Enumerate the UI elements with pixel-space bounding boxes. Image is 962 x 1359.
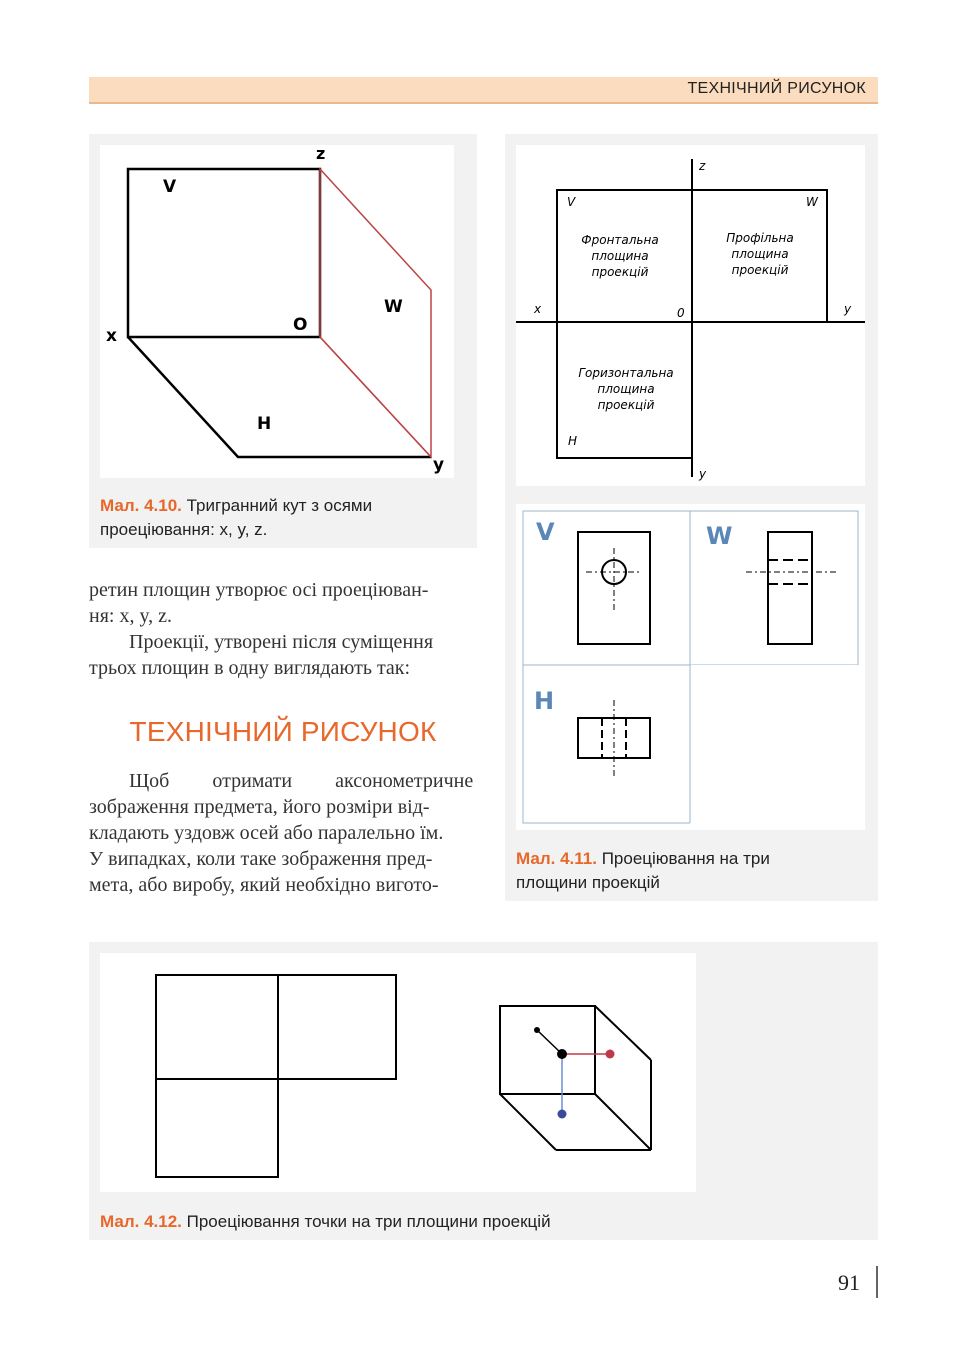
- label-w: W: [806, 195, 818, 209]
- top-view: [578, 700, 650, 776]
- body-paragraph-1: [89, 577, 477, 629]
- figure-4-12-image: [100, 953, 696, 1192]
- profile-plane-line2: площина: [731, 247, 789, 261]
- projection-planes-diagram: [516, 145, 865, 486]
- label-x: x: [534, 302, 542, 316]
- figure-4-10: [89, 134, 477, 548]
- caption-text-2: проеціювання: x, y, z.: [100, 520, 268, 539]
- point-projection-red: [606, 1050, 615, 1059]
- label-v: V: [567, 195, 576, 209]
- body-paragraph-2: [89, 629, 477, 681]
- horizontal-plane-line3: проекцій: [597, 398, 655, 412]
- figure-4-10-caption: [100, 494, 470, 542]
- label-x: x: [106, 326, 117, 346]
- figure-4-11: [505, 134, 878, 901]
- text-line: трьох площин в одну виглядають так:: [89, 657, 411, 679]
- point-projection-diagram: [100, 953, 696, 1192]
- side-view: [746, 532, 836, 644]
- caption-text-1: Тригранний кут з осями: [186, 496, 373, 515]
- caption-text-2: площини проекцій: [516, 873, 660, 892]
- view-label-v: V: [536, 518, 555, 546]
- text-line: ретин площин утворює осі проеціюван-: [89, 579, 429, 601]
- section-heading: ТЕХНІЧНИЙ РИСУНОК: [129, 716, 437, 747]
- page-number: 91: [838, 1270, 860, 1295]
- label-o: 0: [677, 306, 685, 320]
- projector-line: [537, 1030, 562, 1054]
- running-header-title: ТЕХНІЧНИЙ РИСУНОК: [687, 80, 866, 97]
- label-z: z: [699, 159, 706, 173]
- frontal-plane-line1: Фронтальна: [581, 233, 659, 247]
- frontal-plane-line3: проекцій: [591, 265, 649, 279]
- caption-text-1: Проеціювання на три: [601, 849, 770, 868]
- front-view: [578, 532, 650, 644]
- label-y-bottom: y: [699, 467, 707, 481]
- point-a: [557, 1049, 567, 1059]
- v-plane: [128, 169, 320, 337]
- text-line: У випадках, коли таке зображення пред-: [89, 848, 433, 870]
- text-line: зображення предмета, його розміри від-: [89, 796, 430, 818]
- body-paragraph-3: [89, 768, 477, 898]
- y-axis-line: [320, 337, 431, 457]
- three-view-drawing: [516, 504, 865, 830]
- caption-text: Проеціювання точки на три площини проекцій: [186, 1212, 551, 1231]
- horizontal-plane-line2: площина: [597, 382, 655, 396]
- caption-number: Мал. 4.10.: [100, 496, 182, 515]
- profile-plane-line1: Профільна: [726, 231, 794, 245]
- label-w: W: [384, 297, 403, 317]
- trihedral-angle-diagram: [100, 145, 454, 478]
- text-line: Проекції, утворені після суміщення: [129, 631, 434, 653]
- label-h: H: [568, 434, 578, 448]
- label-z: z: [316, 145, 326, 163]
- horizontal-plane-line1: Горизонтальна: [578, 366, 674, 380]
- w-plane: [320, 169, 431, 457]
- figure-4-11-bottom-image: [516, 504, 865, 830]
- view-label-w: W: [706, 522, 733, 550]
- page-number-rule: [876, 1266, 878, 1298]
- frontal-plane-line2: площина: [591, 249, 649, 263]
- unfolded-planes: [156, 975, 396, 1177]
- text-line: мета, або виробу, який необхідно вигото-: [89, 874, 439, 896]
- caption-number: Мал. 4.12.: [100, 1212, 182, 1231]
- point-projection-blue: [558, 1110, 567, 1119]
- running-header: [89, 77, 878, 104]
- text-line: кладають уздовж осей або паралельно їм.: [89, 822, 444, 844]
- figure-4-12: [89, 942, 878, 1240]
- label-y-right: y: [844, 302, 852, 316]
- label-h: H: [257, 414, 272, 434]
- point-projection-small: [534, 1027, 540, 1033]
- figure-4-10-image: [100, 145, 454, 478]
- label-y: y: [433, 455, 445, 475]
- text-line: Щоб отримати аксонометричне: [129, 770, 474, 792]
- figure-4-11-top-image: [516, 145, 865, 486]
- trihedral-cube: [500, 1006, 651, 1150]
- figure-4-11-caption: [516, 847, 871, 895]
- text-line: ня: x, y, z.: [89, 605, 173, 627]
- label-o: O: [293, 315, 308, 335]
- label-v: V: [163, 177, 177, 197]
- view-label-h: H: [534, 687, 555, 715]
- figure-4-12-caption: [100, 1210, 800, 1234]
- profile-plane-line3: проекцій: [731, 263, 789, 277]
- h-plane: [128, 337, 431, 457]
- caption-number: Мал. 4.11.: [516, 849, 597, 868]
